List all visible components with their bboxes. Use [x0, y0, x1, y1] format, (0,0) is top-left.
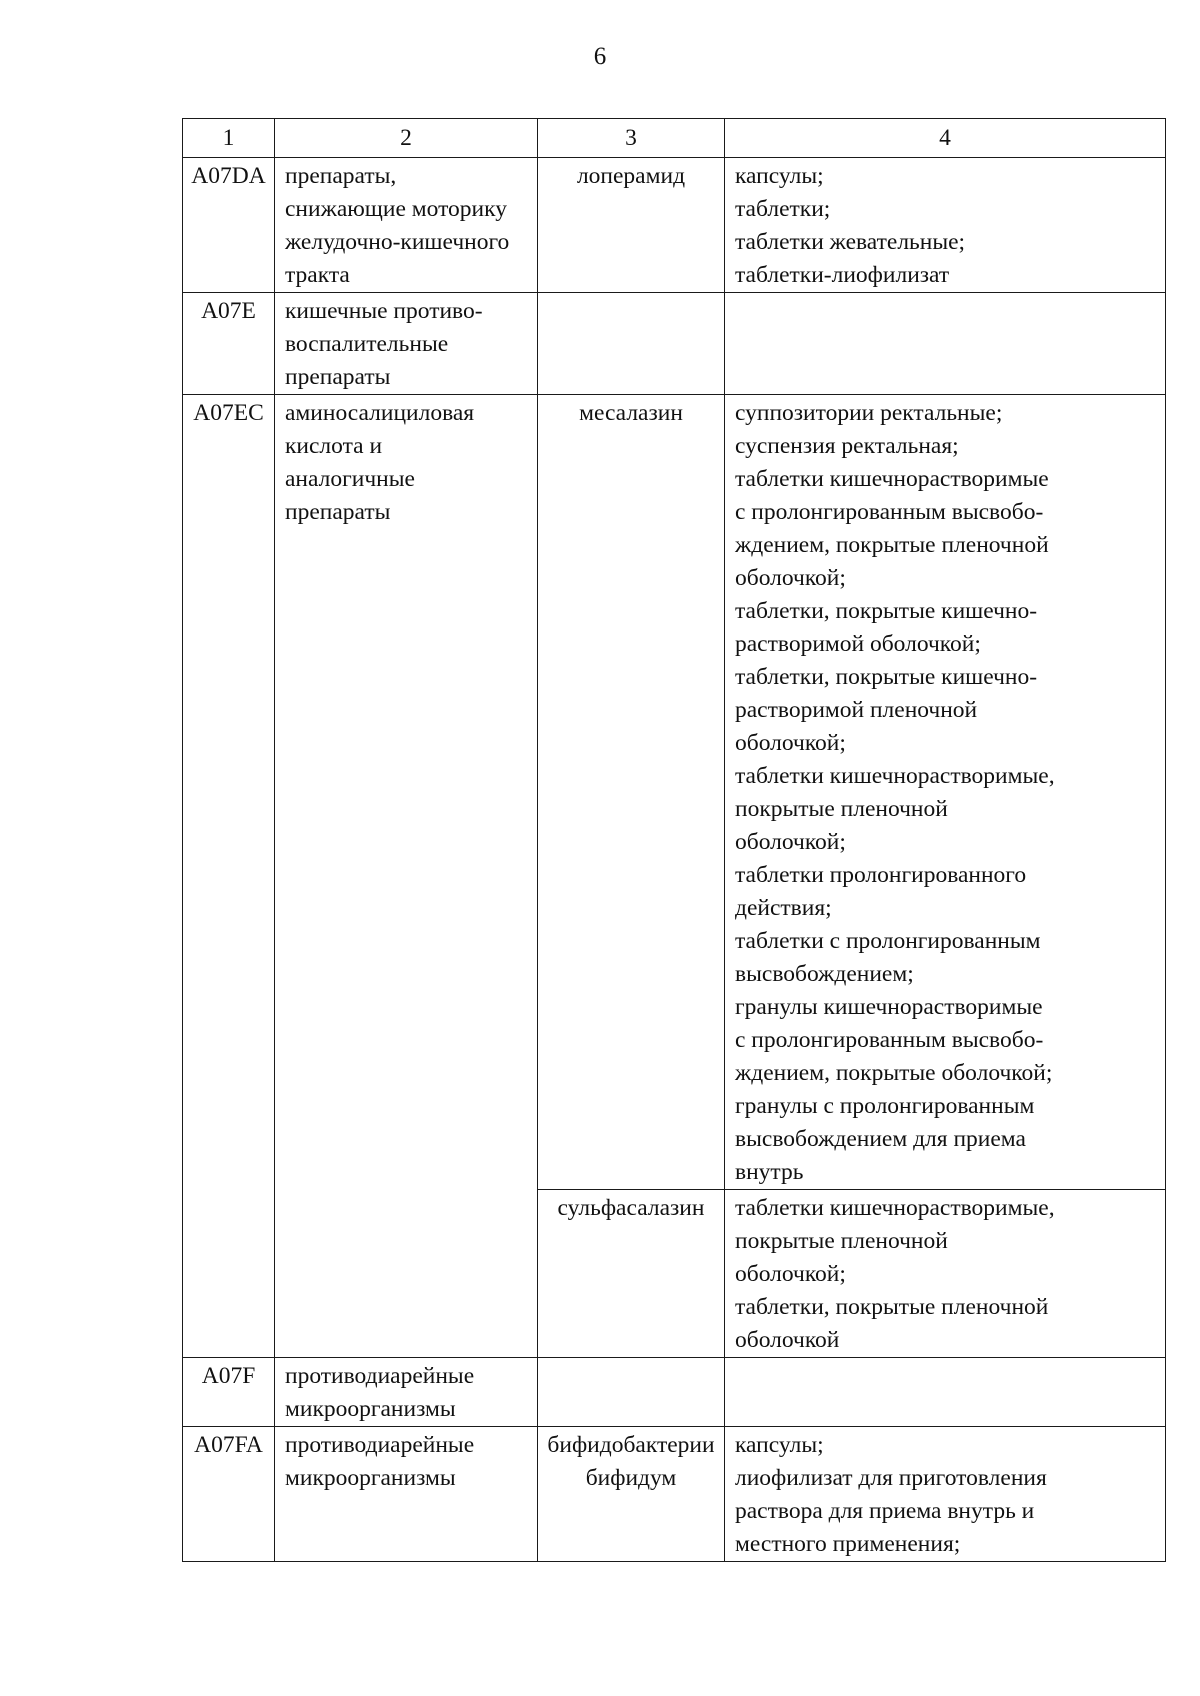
group-name-cell-line: препараты — [285, 499, 391, 525]
drug-name-cell-line: лоперамид — [576, 163, 686, 189]
dosage-forms-cell-line: таблетки пролонгированного — [735, 862, 1027, 888]
table-body — [183, 119, 1166, 1562]
table-row — [183, 158, 1166, 293]
column-number-2: 2 — [275, 119, 538, 158]
dosage-forms-cell-line: с пролонгированным высвобо- — [735, 1027, 1044, 1053]
dosage-forms-cell-line: таблетки с пролонгированным — [735, 928, 1041, 954]
atc-code-cell: A07F — [183, 1358, 275, 1427]
dosage-forms-cell-line: лиофилизат для приготовления — [735, 1465, 1047, 1491]
drug-name-cell-line: бифидобактерии — [547, 1432, 715, 1458]
dosage-forms-cell-line: капсулы; — [735, 163, 824, 189]
drug-name-cell — [538, 395, 725, 1190]
column-number-3: 3 — [538, 119, 725, 158]
dosage-forms-cell-line: покрытые пленочной — [735, 796, 948, 822]
page-number: 6 — [593, 43, 607, 70]
group-name-cell-line: тракта — [285, 262, 350, 288]
drug-name-cell-line: бифидум — [585, 1465, 677, 1491]
dosage-forms-cell-line: покрытые пленочной — [735, 1228, 948, 1254]
table-row — [183, 1358, 1166, 1427]
column-number-4: 4 — [725, 119, 1166, 158]
drug-name-cell-line: месалазин — [579, 400, 683, 426]
table-header-row — [183, 119, 1166, 158]
group-name-cell-line: желудочно-кишечного — [285, 229, 510, 255]
dosage-forms-cell — [725, 293, 1166, 395]
dosage-forms-cell-line: суспензия ректальная; — [735, 433, 959, 459]
dosage-forms-cell-line: растворимой пленочной — [735, 697, 978, 723]
drug-name-cell — [538, 293, 725, 395]
drug-name-cell — [538, 1427, 725, 1562]
dosage-forms-cell-line: растворимой оболочкой; — [735, 631, 981, 657]
dosage-forms-cell-line: ждением, покрытые оболочкой; — [735, 1060, 1053, 1086]
dosage-forms-cell-line: таблетки; — [735, 196, 831, 222]
dosage-forms-cell-line: оболочкой — [735, 1327, 840, 1353]
dosage-forms-cell-line: оболочкой; — [735, 730, 846, 756]
drug-name-cell — [538, 158, 725, 293]
group-name-cell-line: аминосалициловая — [285, 400, 475, 426]
group-name-cell — [275, 158, 538, 293]
dosage-forms-cell-line: таблетки, покрытые кишечно- — [735, 598, 1038, 624]
atc-code-cell: A07FA — [183, 1427, 275, 1562]
group-name-cell-line: кислота и — [285, 433, 383, 459]
group-name-cell-line: микроорганизмы — [285, 1465, 456, 1491]
group-name-cell-line: микроорганизмы — [285, 1396, 456, 1422]
dosage-forms-cell-line: таблетки жевательные; — [735, 229, 966, 255]
dosage-forms-cell-line: капсулы; — [735, 1432, 824, 1458]
atc-code-cell: A07DA — [183, 158, 275, 293]
dosage-forms-cell-line: высвобождением; — [735, 961, 914, 987]
dosage-forms-cell — [725, 1358, 1166, 1427]
dosage-forms-cell-line: оболочкой; — [735, 829, 846, 855]
drug-name-cell-line: сульфасалазин — [557, 1195, 705, 1221]
drug-classification-table — [182, 118, 1166, 1562]
group-name-cell-line: противодиарейные — [285, 1432, 475, 1458]
drug-name-cell — [538, 1190, 725, 1358]
dosage-forms-cell-line: оболочкой; — [735, 565, 846, 591]
group-name-cell — [275, 395, 538, 1358]
atc-code-cell: A07E — [183, 293, 275, 395]
dosage-forms-cell — [725, 158, 1166, 293]
group-name-cell — [275, 293, 538, 395]
group-name-cell — [275, 1358, 538, 1427]
dosage-forms-cell-line: действия; — [735, 895, 832, 921]
dosage-forms-cell-line: таблетки-лиофилизат — [735, 262, 950, 288]
dosage-forms-cell-line: таблетки, покрытые кишечно- — [735, 664, 1038, 690]
drug-name-cell — [538, 1358, 725, 1427]
dosage-forms-cell-line: таблетки кишечнорастворимые — [735, 466, 1049, 492]
dosage-forms-cell — [725, 1190, 1166, 1358]
dosage-forms-cell-line: высвобождением для приема — [735, 1126, 1026, 1152]
dosage-forms-cell-line: внутрь — [735, 1159, 804, 1185]
table-row — [183, 293, 1166, 395]
dosage-forms-cell-line: ждением, покрытые пленочной — [735, 532, 1049, 558]
dosage-forms-cell-line: с пролонгированным высвобо- — [735, 499, 1044, 525]
group-name-cell-line: кишечные противо- — [285, 298, 483, 324]
group-name-cell-line: препараты, — [285, 163, 397, 189]
dosage-forms-cell-line: таблетки кишечнорастворимые, — [735, 1195, 1055, 1221]
dosage-forms-cell-line: таблетки, покрытые пленочной — [735, 1294, 1049, 1320]
atc-code-cell: A07EC — [183, 395, 275, 1358]
dosage-forms-cell-line: гранулы с пролонгированным — [735, 1093, 1035, 1119]
group-name-cell-line: аналогичные — [285, 466, 415, 492]
dosage-forms-cell-line: гранулы кишечнорастворимые — [735, 994, 1043, 1020]
dosage-forms-cell-line: суппозитории ректальные; — [735, 400, 1003, 426]
group-name-cell-line: снижающие моторику — [285, 196, 507, 222]
dosage-forms-cell — [725, 1427, 1166, 1562]
column-number-1: 1 — [183, 119, 275, 158]
table-row — [183, 1427, 1166, 1562]
dosage-forms-cell-line: оболочкой; — [735, 1261, 846, 1287]
dosage-forms-cell — [725, 395, 1166, 1190]
dosage-forms-cell-line: раствора для приема внутрь и — [735, 1498, 1035, 1524]
dosage-forms-cell-line: таблетки кишечнорастворимые, — [735, 763, 1055, 789]
group-name-cell-line: противодиарейные — [285, 1363, 475, 1389]
table-row — [183, 395, 1166, 1190]
group-name-cell-line: воспалительные — [285, 331, 449, 357]
dosage-forms-cell-line: местного применения; — [735, 1531, 961, 1557]
group-name-cell-line: препараты — [285, 364, 391, 390]
group-name-cell — [275, 1427, 538, 1562]
